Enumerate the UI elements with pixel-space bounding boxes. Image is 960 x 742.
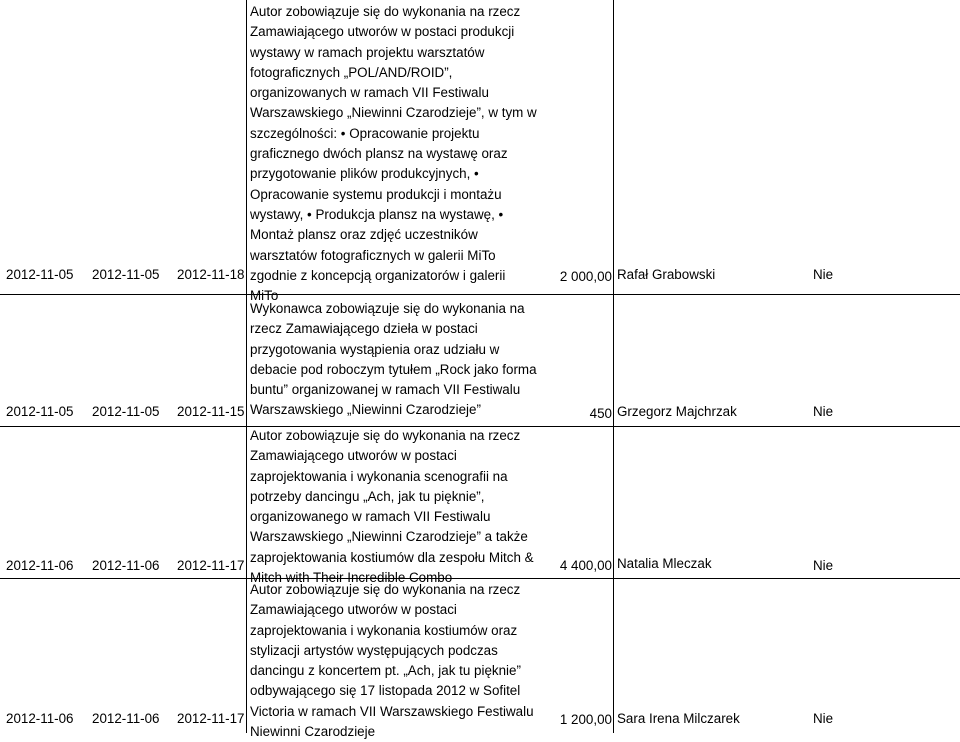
description-line: Zamawiającego utworów w postaci produkcji xyxy=(250,24,515,40)
description-line: MiTo xyxy=(250,288,279,304)
description-line: Niewinni Czarodzieje xyxy=(250,724,376,740)
description-line: Opracowanie systemu produkcji i montażu xyxy=(250,186,502,202)
date-end: 2012-11-17 xyxy=(177,711,245,726)
date-concluded: 2012-11-05 xyxy=(6,404,74,419)
description-line: organizowanych w ramach VII Festiwalu xyxy=(250,85,489,101)
description-line: Autor zobowiązuje się do wykonania na rzecz xyxy=(250,428,521,443)
description-line: zaprojektowania i wykonania kostiumów oraz xyxy=(250,622,518,638)
description-line: potrzeby dancingu „Ach, jak tu pięknie”, xyxy=(250,488,485,504)
description-line: Mitch with Their Incredible Combo xyxy=(250,570,453,586)
description-line: wystawy w ramach projektu warsztatów xyxy=(250,44,485,60)
table-row xyxy=(0,0,960,304)
description-line: debacie pod roboczym tytułem „Rock jako forma xyxy=(250,361,537,377)
contractor-name: Rafał Grabowski xyxy=(617,267,716,282)
description-line: zgodnie z koncepcją organizatorów i galerii xyxy=(250,267,506,283)
date-end: 2012-11-17 xyxy=(177,558,245,573)
amount: 4 400,00 xyxy=(559,558,612,573)
amount: 2 000,00 xyxy=(559,269,612,284)
date-start: 2012-11-06 xyxy=(92,711,160,726)
date-concluded: 2012-11-06 xyxy=(6,558,74,573)
description-line: organizowanego w ramach VII Festiwalu xyxy=(250,509,491,525)
contract-description xyxy=(250,426,550,586)
table-row xyxy=(0,426,960,586)
description-line: Zamawiającego utworów w postaci xyxy=(250,602,457,618)
description-line: zaprojektowania kostiumów dla zespołu Mitch & xyxy=(250,549,534,565)
description-line: Warszawskiego „Niewinni Czarodzieje” a także xyxy=(250,529,528,545)
description-line: Montaż plansz oraz zdjęć uczestników xyxy=(250,227,478,243)
description-line: przygotowania wystąpienia oraz udziału w xyxy=(250,341,500,357)
contractor-name: Grzegorz Majchrzak xyxy=(617,404,737,419)
table-row xyxy=(0,294,960,426)
date-concluded: 2012-11-05 xyxy=(6,267,74,282)
contract-description xyxy=(250,580,550,740)
description-line: Victoria w ramach VII Warszawskiego Festiwalu xyxy=(250,703,534,719)
description-line: stylizacji artystów występujących podczas xyxy=(250,642,498,658)
date-concluded: 2012-11-06 xyxy=(6,711,74,726)
description-line: Warszawskiego „Niewinni Czarodzieje” xyxy=(250,402,481,418)
contract-description xyxy=(250,2,550,304)
date-start: 2012-11-05 xyxy=(92,267,160,282)
description-line: Warszawskiego „Niewinni Czarodzieje”, w tym w xyxy=(250,105,537,121)
description-line: Autor zobowiązuje się do wykonania na rzecz xyxy=(250,582,521,597)
description-line: rzecz Zamawiającego dzieła w postaci xyxy=(250,321,478,337)
description-line: przygotowanie plików produkcyjnych, • xyxy=(250,166,479,182)
description-line: odbywającego się 17 listopada 2012 w Sofitel xyxy=(250,683,521,699)
amount: 1 200,00 xyxy=(559,712,612,727)
description-line: szczególności: • Opracowanie projektu xyxy=(250,125,480,141)
description-line: Zamawiającego utworów w postaci xyxy=(250,448,457,464)
flag-value: Nie xyxy=(813,267,834,282)
description-line: zaprojektowania i wykonania scenografii na xyxy=(250,468,508,484)
flag-value: Nie xyxy=(813,404,834,419)
date-start: 2012-11-06 xyxy=(92,558,160,573)
contractor-name: Natalia Mleczak xyxy=(617,556,712,571)
description-line: warsztatów fotograficznych w galerii MiTo xyxy=(250,247,496,263)
description-line: Wykonawca zobowiązuje się do wykonania na xyxy=(250,301,525,316)
flag-value: Nie xyxy=(813,711,834,726)
contract-description xyxy=(250,299,550,426)
amount: 450 xyxy=(589,406,612,421)
date-end: 2012-11-18 xyxy=(177,267,245,282)
description-line: Autor zobowiązuje się do wykonania na rzecz xyxy=(250,4,521,19)
description-line: dancingu z koncertem pt. „Ach, jak tu pięknie” xyxy=(250,663,521,679)
description-line: graficznego dwóch plansz na wystawę oraz xyxy=(250,146,508,162)
description-line: wystawy, • Produkcja plansz na wystawę, • xyxy=(250,206,504,222)
description-line: buntu” organizowanej w ramach VII Festiwalu xyxy=(250,382,521,398)
table-row xyxy=(0,578,960,740)
description-line: fotograficznych „POL/AND/ROID”, xyxy=(250,64,453,80)
flag-value: Nie xyxy=(813,558,834,573)
date-start: 2012-11-05 xyxy=(92,404,160,419)
date-end: 2012-11-15 xyxy=(177,404,245,419)
contractor-name: Sara Irena Milczarek xyxy=(617,711,740,726)
